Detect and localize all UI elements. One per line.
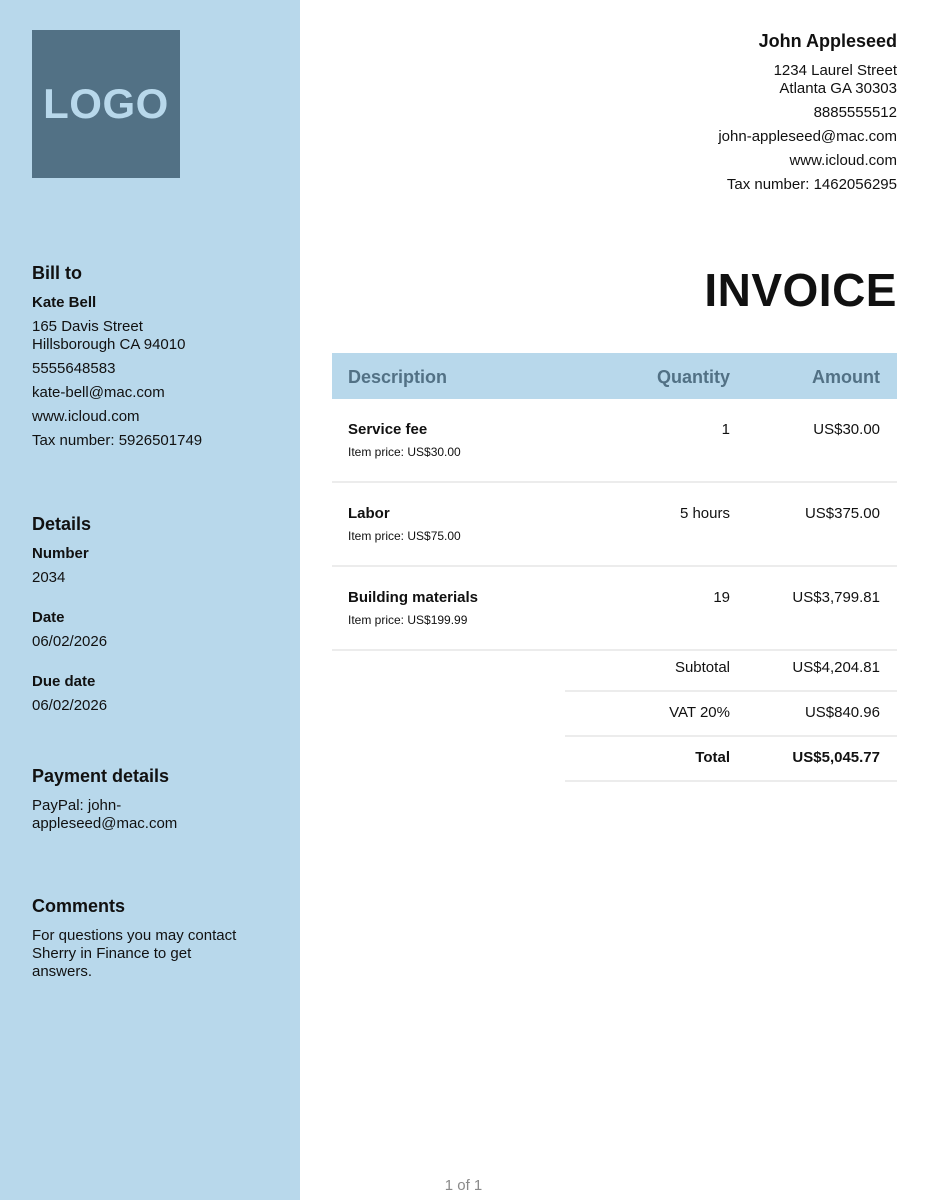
invoice-title: INVOICE (704, 264, 897, 316)
column-header-quantity: Quantity (656, 367, 730, 387)
table-row (332, 567, 897, 651)
invoice-date-label: Date (32, 609, 65, 626)
table-row (332, 399, 897, 483)
vat-value: US$840.96 (804, 704, 880, 721)
comments-line: For questions you may contact (32, 927, 237, 944)
payment-heading: Payment details (32, 766, 170, 786)
totals-block (565, 647, 897, 782)
vat-label: VAT 20% (669, 704, 730, 721)
item-price: Item price: US$30.00 (348, 445, 461, 459)
line-items-table (332, 353, 897, 651)
subtotal-value: US$4,204.81 (792, 659, 880, 676)
total-label: Total (695, 749, 730, 766)
client-city: Hillsborough CA 94010 (32, 336, 186, 353)
comments-heading: Comments (32, 896, 126, 916)
due-date: 06/02/2026 (32, 697, 108, 714)
total-row (565, 737, 897, 782)
sender-website: www.icloud.com (789, 152, 897, 169)
bill-to-heading: Bill to (32, 263, 82, 283)
item-quantity: 19 (713, 589, 730, 606)
item-name: Service fee (348, 421, 428, 438)
due-date-label: Due date (32, 673, 96, 690)
sidebar (0, 0, 300, 1200)
item-amount: US$30.00 (813, 421, 880, 438)
subtotal-row (565, 647, 897, 692)
client-website: www.icloud.com (32, 408, 140, 425)
subtotal-label: Subtotal (674, 659, 730, 676)
comments-line: Sherry in Finance to get (32, 945, 192, 962)
item-name: Labor (348, 505, 390, 522)
payment-text-line: appleseed@mac.com (32, 815, 178, 832)
client-street: 165 Davis Street (32, 318, 143, 335)
item-price: Item price: US$75.00 (348, 529, 461, 543)
client-tax-number: Tax number: 5926501749 (32, 432, 203, 449)
logo: LOGO (32, 30, 180, 178)
client-phone: 5555648583 (32, 360, 116, 377)
invoice-number: 2034 (32, 569, 66, 586)
sender-name: John Appleseed (758, 31, 897, 51)
details-heading: Details (32, 514, 92, 534)
table-header (332, 353, 897, 399)
page-number: 1 of 1 (444, 1177, 483, 1194)
item-amount: US$3,799.81 (792, 589, 880, 606)
sender-info (537, 30, 897, 194)
item-amount: US$375.00 (804, 505, 880, 522)
payment-text-line: PayPal: john- (32, 797, 122, 814)
bill-to-section (32, 264, 282, 456)
item-price: Item price: US$199.99 (348, 613, 468, 627)
total-value: US$5,045.77 (792, 749, 880, 766)
table-row (332, 483, 897, 567)
invoice-number-label: Number (32, 545, 89, 562)
comments-line: answers. (32, 963, 93, 980)
column-header-description: Description (348, 367, 448, 387)
client-email: kate-bell@mac.com (32, 384, 165, 401)
sender-city: Atlanta GA 30303 (779, 80, 897, 97)
sender-phone: 8885555512 (813, 104, 897, 121)
item-quantity: 5 hours (679, 505, 730, 522)
sender-email: john-appleseed@mac.com (718, 128, 897, 145)
invoice-date: 06/02/2026 (32, 633, 108, 650)
sender-tax-number: Tax number: 1462056295 (726, 176, 897, 193)
details-section (32, 515, 282, 737)
sender-street: 1234 Laurel Street (773, 62, 897, 79)
client-name: Kate Bell (32, 294, 97, 311)
vat-row (565, 692, 897, 737)
column-header-amount: Amount (812, 367, 880, 387)
item-name: Building materials (348, 589, 479, 606)
item-quantity: 1 (721, 421, 730, 438)
comments-section (32, 897, 282, 987)
payment-section (32, 767, 282, 839)
